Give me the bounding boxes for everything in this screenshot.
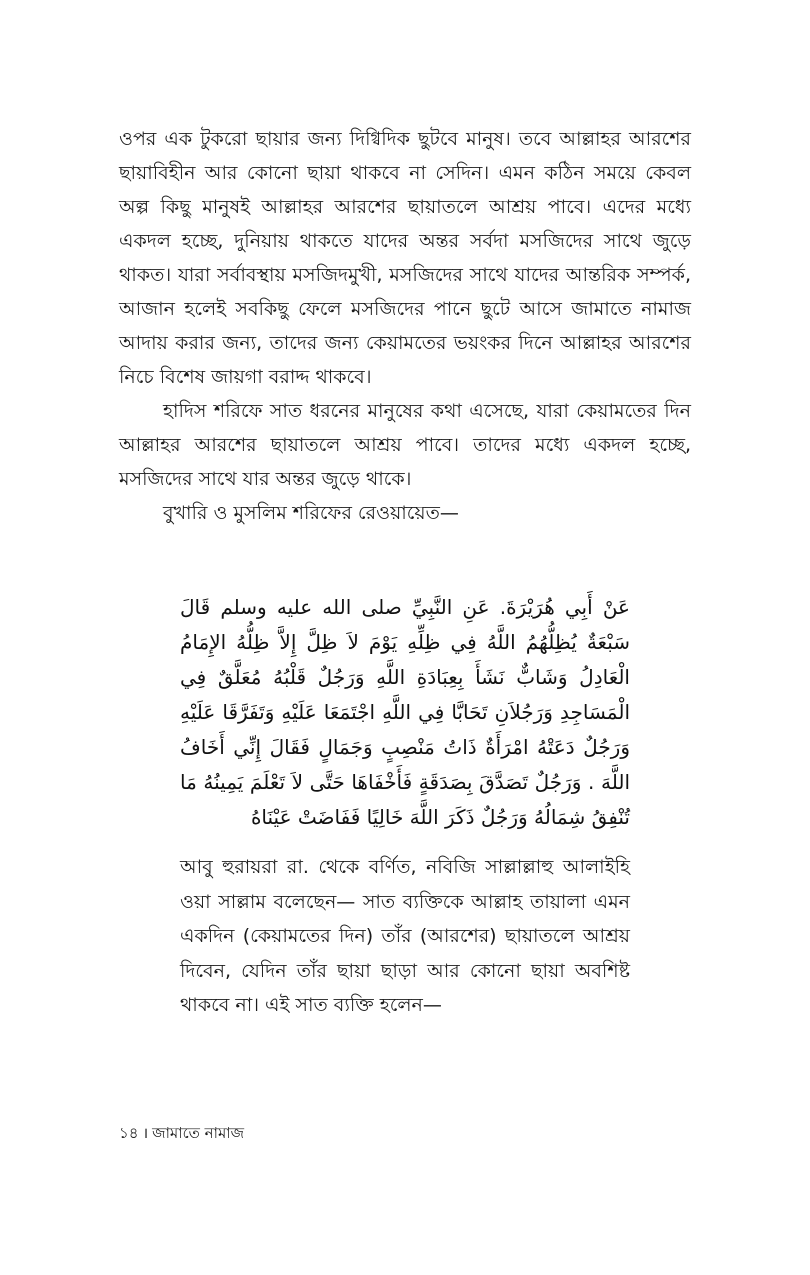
page-footer xyxy=(119,1122,244,1147)
paragraph-narration-source: বুখারি ও মুসলিম শরিফের রেওয়ায়েত— xyxy=(163,502,459,524)
arabic-hadith-text: عَنْ أَبِي هُرَيْرَةَ. عَنِ النَّبِيِّ صلى الله عليه وسلم قَالَ سَبْعَةٌ يُظِلُّهُمُ اللَّهُ فِي ظِلِّهِ يَوْمَ لاَ ظِلَّ إِلاَّ ظِلُّهُ الإِمَامُ الْعَادِلُ وَشَابٌّ نَشَأَ بِعِبَادَةِ اللَّهِ وَرَجُلٌ قَلْبُهُ مُعَلَّقٌ فِي الْمَسَاجِدِ وَرَجُلاَنِ تَحَابَّا فِي اللَّهِ اجْتَمَعَا عَلَيْهِ وَتَفَرَّقَا عَلَيْهِ وَرَجُلٌ دَعَتْهُ امْرَأَةٌ ذَاتُ مَنْصِبٍ وَجَمَالٍ فَقَالَ إِنِّي أَخَافُ اللَّهَ . وَرَجُلٌ تَصَدَّقَ بِصَدَقَةٍ فَأَخْفَاهَا حَتَّى لاَ تَعْلَمَ يَمِينُهُ مَا تُنْفِقُ شِمَالُهُ وَرَجُلٌ ذَكَرَ اللَّهَ خَالِيًا فَفَاضَتْ عَيْنَاهُ xyxy=(180,595,630,829)
footer-separator: । xyxy=(142,1124,149,1142)
hadith-translation: আবু হুরায়রা রা. থেকে বর্ণিত, নবিজি সাল্লাল্লাহু আলাইহি ওয়া সাল্লাম বলেছেন— সাত ব্যক্তিকে আল্লাহ তায়ালা এমন একদিন (কেয়ামতের দিন) তাঁর (আরশের) ছায়াতলে আশ্রয় দিবেন, যেদিন তাঁর ছায়া ছাড়া আর কোনো ছায়া অবশিষ্ট থাকবে না। এই সাত ব্যক্তি হলেন— xyxy=(180,856,630,1016)
paragraph-hadith-intro: হাদিস শরিফে সাত ধরনের মানুষের কথা এসেছে, যারা কেয়ামতের দিন আল্লাহর আরশের ছায়াতলে আশ্রয় পাবে। তাদের মধ্যে একদল হচ্ছে, মসজিদের সাথে যার অন্তর জুড়ে থাকে। xyxy=(119,400,691,490)
paragraph-continuation: ওপর এক টুকরো ছায়ার জন্য দিগ্বিদিক ছুটবে মানুষ। তবে আল্লাহর আরশের ছায়াবিহীন আর কোনো ছায়া থাকবে না সেদিন। এমন কঠিন সময়ে কেবল অল্প কিছু মানুষই আল্লাহর আরশের ছায়াতলে আশ্রয় পাবে। এদের মধ্যে একদল হচ্ছে, দুনিয়ায় থাকতে যাদের অন্তর সর্বদা মসজিদের সাথে জুড়ে থাকত। যারা সর্বাবস্থায় মসজিদমুখী, মসজিদের সাথে যাদের আন্তরিক সম্পর্ক, আজান হলেই সবকিছু ফেলে মসজিদের পানে ছুটে আসে জামাতে নামাজ আদায় করার জন্য, তাদের জন্য কেয়ামতের ভয়ংকর দিনে আল্লাহর আরশের নিচে বিশেষ জায়গা বরাদ্দ থাকবে। xyxy=(119,128,691,388)
page-number: ১৪ xyxy=(119,1124,139,1142)
main-text-block xyxy=(119,122,691,530)
running-title: জামাতে নামাজ xyxy=(152,1124,245,1142)
